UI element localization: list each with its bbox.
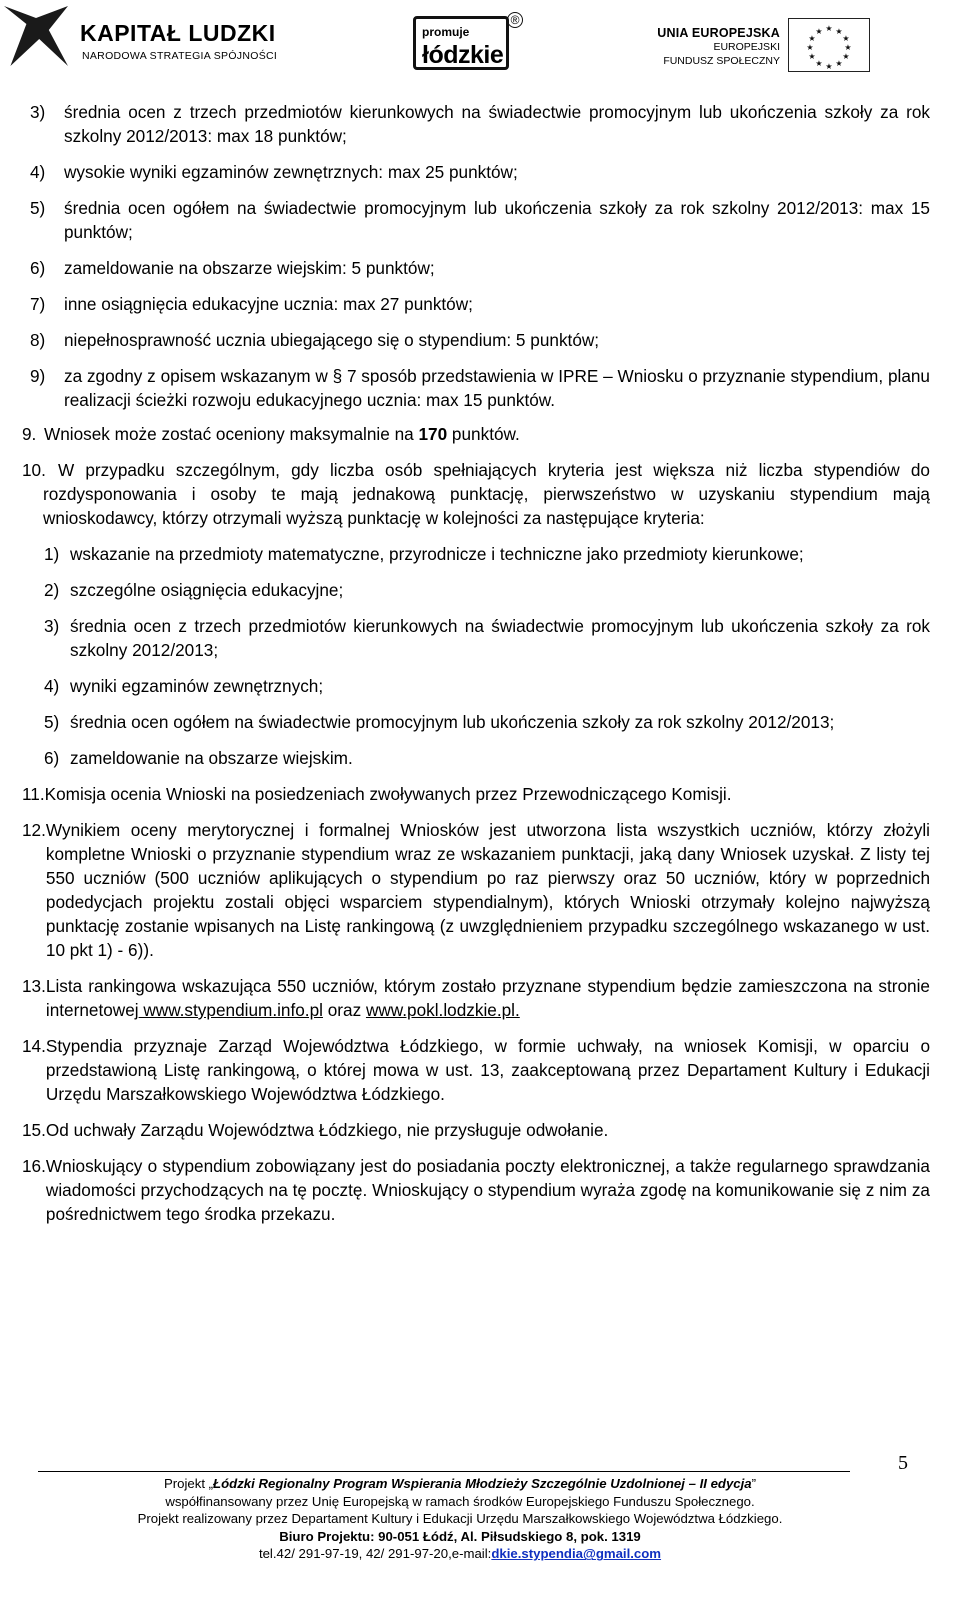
paragraph-9: 9. Wniosek może zostać oceniony maksymalnie na 170 punktów.	[22, 424, 520, 444]
svg-text:★: ★	[815, 27, 823, 36]
lodz-logo-frame	[413, 16, 509, 70]
page-number: 5	[898, 1452, 908, 1474]
list-item: 7) inne osiągnięcia edukacyjne ucznia: max 27 punktów;	[30, 294, 473, 314]
page-header	[0, 0, 960, 88]
paragraph-15: 15. Od uchwały Zarządu Województwa Łódzkiego, nie przysługuje odwołanie.	[22, 1120, 609, 1140]
list-item: 9) za zgodny z opisem wskazanym w § 7 sposób przedstawienia w IPRE – Wniosku o przyznanie stypendium, planu realizacji ścieżki rozwoju edukacyjnego ucznia: max 15 punktów.	[30, 366, 930, 410]
list-item: 4) wysokie wyniki egzaminów zewnętrznych: max 25 punktów;	[30, 162, 518, 182]
list-item: 5) średnia ocen ogółem na świadectwie promocyjnym lub ukończenia szkoły za rok szkolny 2012/2013;	[44, 712, 835, 732]
paragraph-14: 14. Stypendia przyznaje Zarząd Województwa Łódzkiego, w formie uchwały, na wniosek Komisji, w oparciu o przedstawioną Listę rankingową, o której mowa w ust. 13, zaakceptowaną przez Departament Kultury i Edukacji Urzędu Marszałkowskiego Województwa Łódzkiego.	[22, 1036, 930, 1104]
page-footer	[30, 1475, 890, 1563]
list-item: 3) średnia ocen z trzech przedmiotów kierunkowych na świadectwie promocyjnym lub ukończenia szkoły za rok szkolny 2012/2013: max 18 punktów;	[30, 102, 930, 146]
list-item: 3) średnia ocen z trzech przedmiotów kierunkowych na świadectwie promocyjnym lub ukończenia szkoły za rok szkolny 2012/2013;	[44, 616, 930, 660]
paragraph-10: 10. W przypadku szczególnym, gdy liczba osób spełniających kryteria jest większa niż liczba stypendiów do rozdysponowania i osoby te mają jednakową punktację, pierwszeństwo w uzyskaniu stypendium mają wnioskodawcy, którzy otrzymali wyższą punktację w kolejności za następujące kryteria:	[22, 460, 930, 528]
document-body	[22, 96, 930, 1226]
eu-stars-icon	[789, 19, 869, 71]
eu-logo-text	[656, 26, 780, 68]
svg-text:★: ★	[844, 43, 852, 52]
paragraph-12: 12. Wynikiem oceny merytorycznej i formalnej Wniosków jest utworzona lista wszystkich uczniów, którzy złożyli kompletne Wnioski o przyznanie stypendium wraz ze wskazaniem punktacji, jaką dany Wniosek uzyskał. Z listy tej 550 uczniów (500 uczniów aplikujących o stypendium po raz pierwszy oraz 50 uczniów, który w poprzednich podedycjach projektu zostali objęci wsparciem stypendialnym), których Wnioski otrzymały kolejno najwyższą punktację zostanie wpisanych na Listę rankingową (z uwzględnieniem przypadku szczególnego wskazanego w ust. 10 pkt 1) - 6)).	[22, 820, 930, 960]
list-item: 2) szczególne osiągnięcia edukacyjne;	[44, 580, 344, 600]
svg-text:★: ★	[842, 52, 850, 61]
list-item: 6) zameldowanie na obszarze wiejskim.	[44, 748, 353, 768]
svg-text:★: ★	[835, 59, 843, 68]
paragraph-13: 13. Lista rankingowa wskazująca 550 uczniów, którym zostało przyznane stypendium będzie zamieszczona na stronie internetowej www.stypendium.info.pl oraz www.pokl.lodzkie.pl.	[22, 976, 930, 1020]
eu-line-2: EUROPEJSKI	[713, 41, 780, 53]
kapital-ludzki-emblem-icon	[4, 6, 68, 66]
footer-line-1: Projekt „Łódzki Regionalny Program Wspierania Młodzieży Szczególnie Uzdolnionej – II edycja”	[163, 1476, 757, 1491]
list-item: 8) niepełnosprawność ucznia ubiegającego się o stypendium: 5 punktów;	[30, 330, 600, 350]
svg-text:★: ★	[815, 59, 823, 68]
svg-text:★: ★	[835, 27, 843, 36]
list-item: 4) wyniki egzaminów zewnętrznych;	[44, 676, 324, 696]
lodz-logo-small: promuje	[422, 25, 470, 39]
list-item: 1) wskazanie na przedmioty matematyczne, przyrodnicze i techniczne jako przedmioty kierunkowe;	[44, 544, 804, 564]
stypendium-link[interactable]: www.stypendium.info.pl	[138, 1000, 323, 1020]
eu-line-3: FUNDUSZ SPOŁECZNY	[663, 55, 780, 67]
kl-subtitle: NARODOWA STRATEGIA SPÓJNOŚCI	[82, 50, 278, 62]
svg-text:★: ★	[806, 43, 814, 52]
svg-text:★: ★	[842, 34, 850, 43]
eu-flag-icon	[788, 18, 870, 72]
footer-email-link[interactable]: dkie.stypendia@gmail.com	[491, 1546, 662, 1562]
footer-line-4: Biuro Projektu: 90-051 Łódź, Al. Piłsudskiego 8, pok. 1319	[279, 1528, 641, 1544]
footer-line-5: tel.42/ 291-97-19, 42/ 291-97-20,e-mail:dkie.stypendia@gmail.com	[258, 1546, 662, 1562]
footer-line-3: Projekt realizowany przez Departament Kultury i Edukacji Urzędu Marszałkowskiego Województwa Łódzkiego.	[137, 1511, 783, 1527]
kapital-ludzki-logo	[4, 6, 304, 66]
svg-text:★: ★	[808, 52, 816, 61]
paragraph-16: 16. Wnioskujący o stypendium zobowiązany jest do posiadania poczty elektronicznej, a także regularnego sprawdzania wiadomości przychodzących na tę pocztę. Wnioskujący o stypendium wyraża zgodę na komunikowanie się z nim za pośrednictwem tego środka przekazu.	[22, 1156, 930, 1224]
paragraph-11: 11. Komisja ocenia Wnioski na posiedzeniach zwoływanych przez Przewodniczącego Komisji.	[22, 784, 732, 804]
pokl-link[interactable]: www.pokl.lodzkie.pl.	[365, 1000, 520, 1020]
lodz-logo-big: łódzkie	[422, 41, 504, 69]
kl-title: KAPITAŁ LUDZKI	[80, 20, 276, 46]
list-item: 5) średnia ocen ogółem na świadectwie promocyjnym lub ukończenia szkoły za rok szkolny 2012/2013: max 15 punktów;	[30, 198, 930, 242]
eu-line-1: UNIA EUROPEJSKA	[657, 26, 780, 40]
registered-mark-icon: ®	[507, 12, 523, 28]
svg-text:★: ★	[808, 34, 816, 43]
footer-divider	[38, 1471, 850, 1472]
promuje-lodzkie-logo	[413, 12, 523, 72]
svg-text:★: ★	[825, 24, 833, 33]
list-item: 6) zameldowanie na obszarze wiejskim: 5 punktów;	[30, 258, 435, 278]
svg-text:★: ★	[825, 62, 833, 71]
footer-line-2: współfinansowany przez Unię Europejską w ramach środków Europejskiego Funduszu Społecznego.	[165, 1493, 755, 1509]
